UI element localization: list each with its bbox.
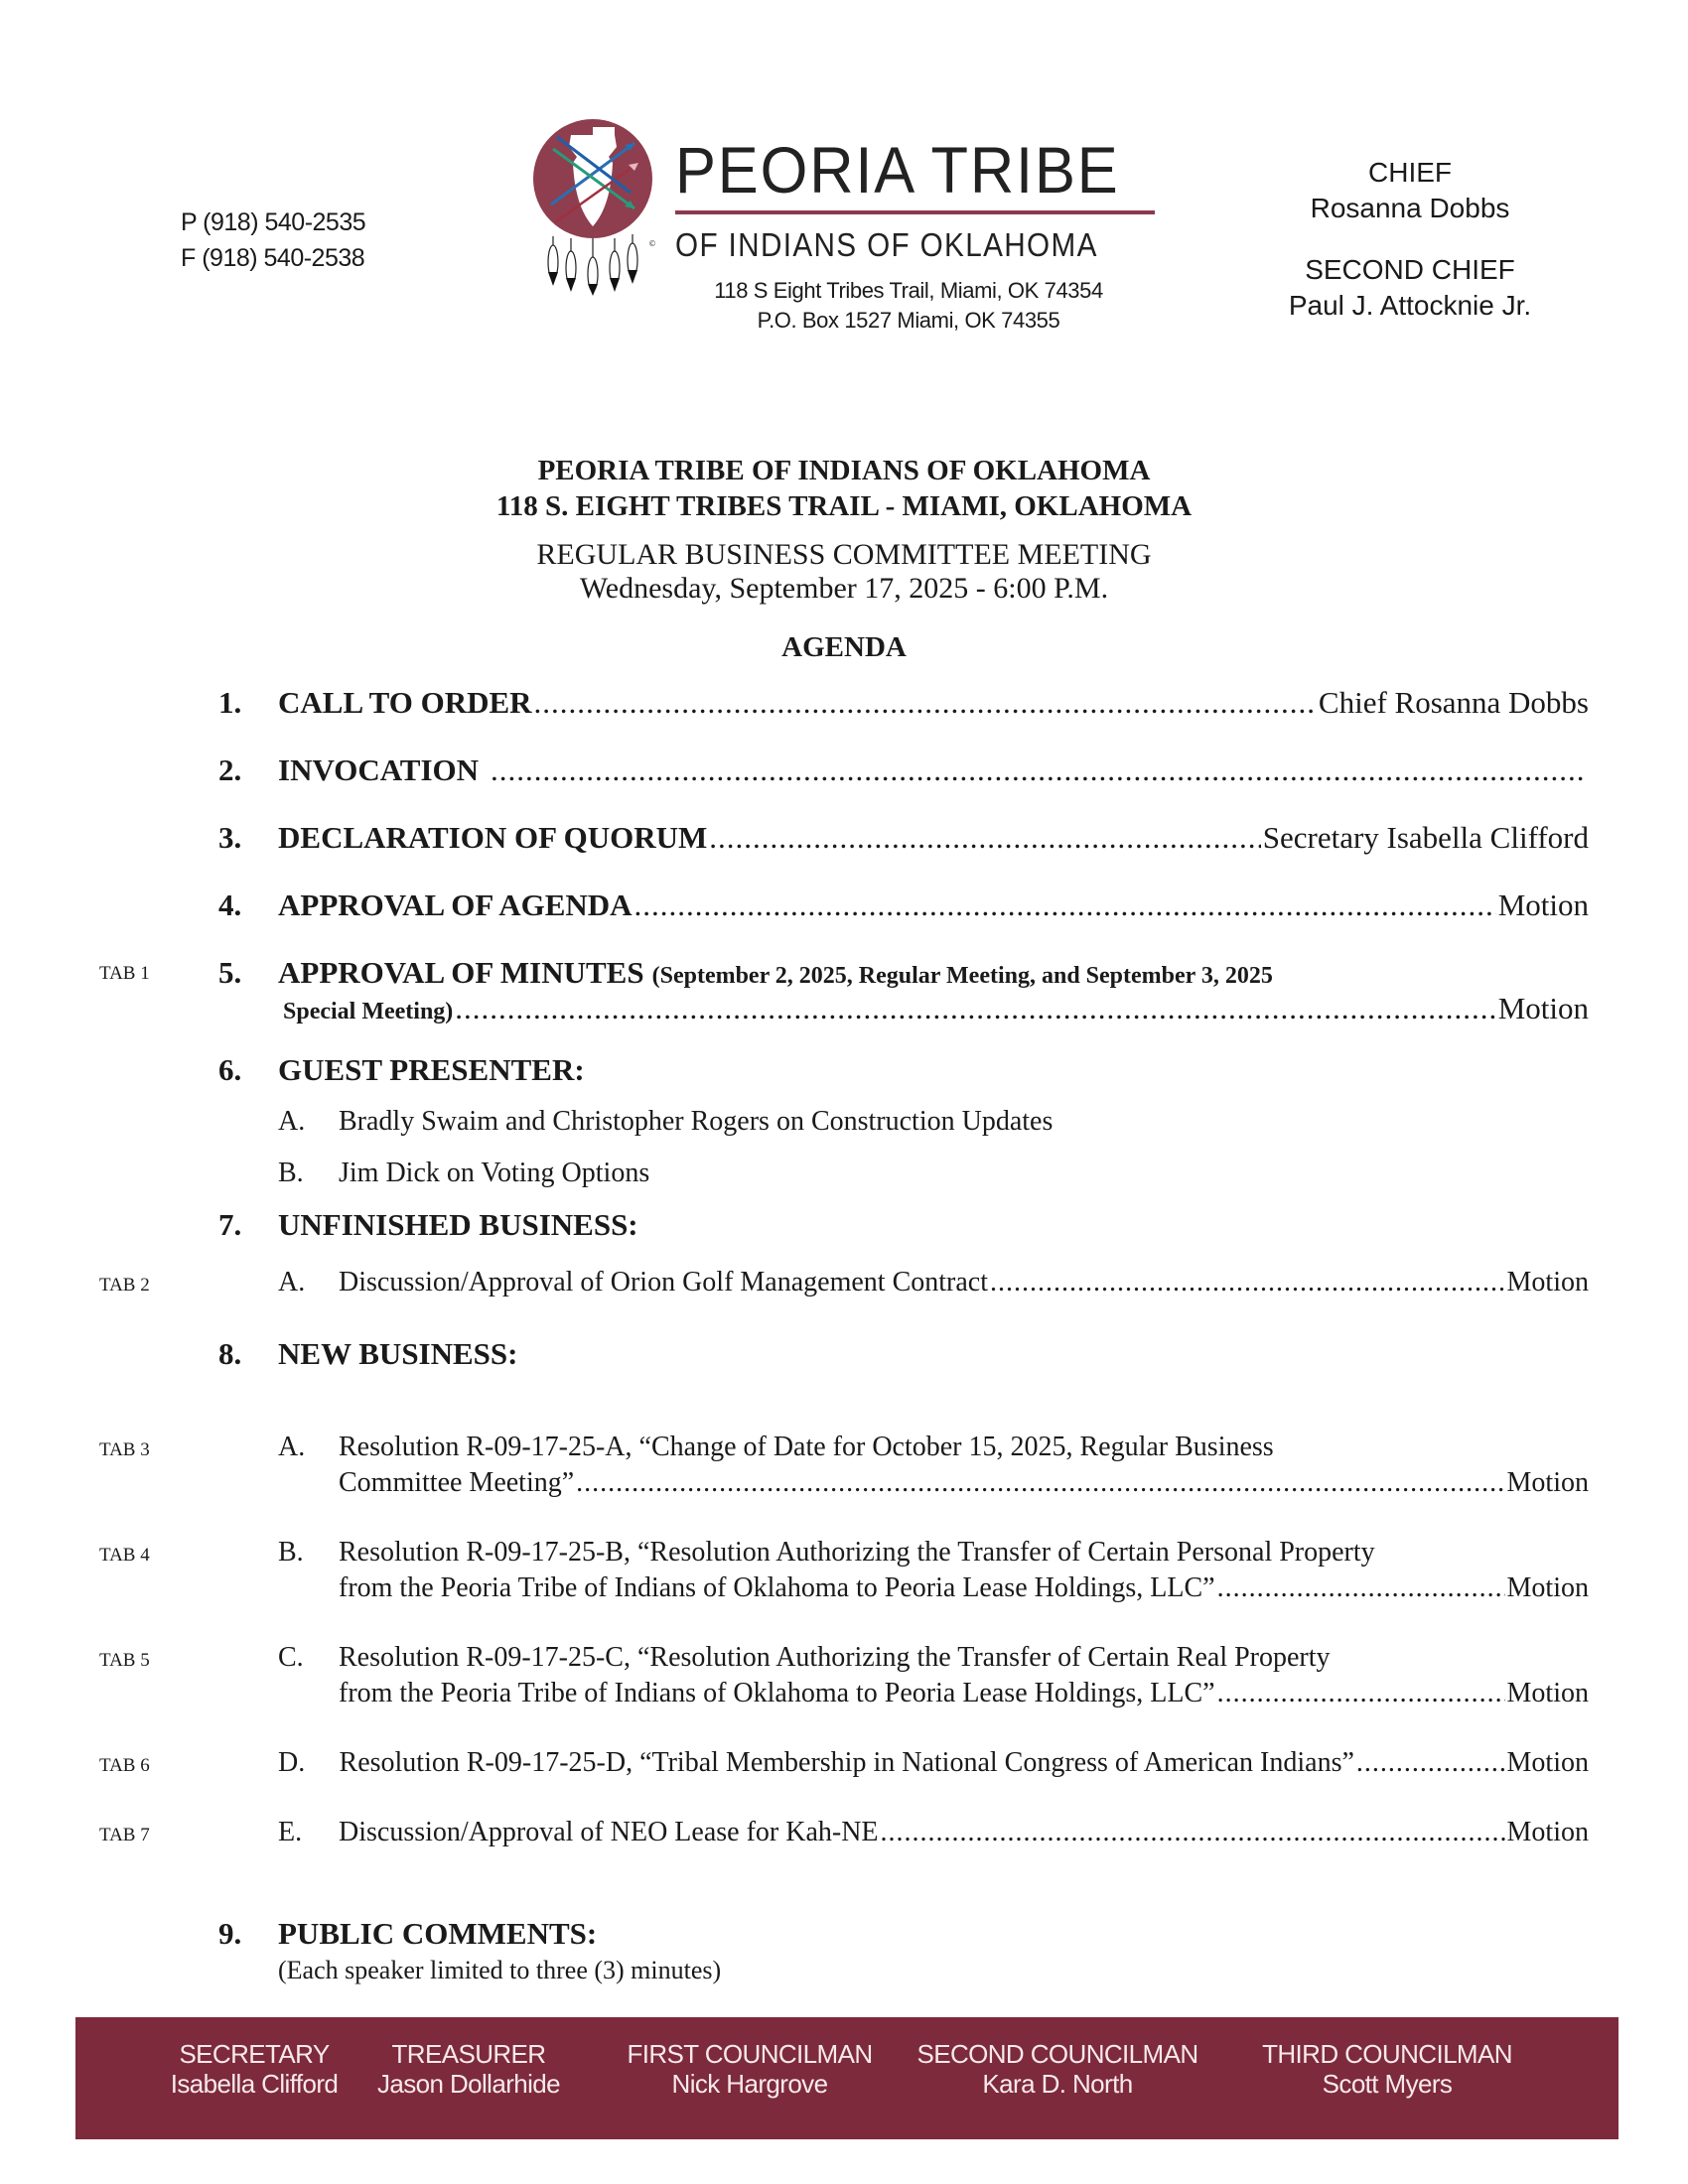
dot-leader [1217,1572,1505,1604]
svg-text:©: © [648,239,656,248]
dot-leader [990,1267,1505,1298]
item-number: 3. [218,820,242,855]
sub-letter: A. [278,1432,306,1462]
item-title: NEW BUSINESS: [278,1336,518,1371]
member-title: FIRST COUNCILMAN [627,2039,873,2069]
tab-label: TAB 6 [99,1755,150,1776]
footer-member-second-councilman [914,2039,1201,2099]
tab-label: TAB 1 [99,963,150,984]
item-responsible: Chief Rosanna Dobbs [1318,685,1589,720]
sub-letter: D. [278,1747,306,1778]
brand-title: PEORIA TRIBE [675,133,1120,206]
sub-text: Jim Dick on Voting Options [339,1158,650,1188]
item-action: Motion [1506,1678,1589,1708]
dot-leader [1356,1747,1505,1779]
dot-leader [881,1817,1505,1848]
item-title: APPROVAL OF MINUTES [278,955,644,990]
brand-subtitle: OF INDIANS OF OKLAHOMA [675,226,1098,263]
item-action: Motion [1506,1747,1589,1778]
member-name: Jason Dollarhide [376,2069,561,2099]
sub-text: Resolution R-09-17-25-B, “Resolution Authorizing the Transfer of Certain Personal Property [339,1537,1375,1568]
footer-member-treasurer [369,2039,568,2099]
item-title: GUEST PRESENTER: [278,1052,585,1087]
dot-leader [534,685,1317,721]
fax-number: F (918) 540-2538 [181,244,365,272]
item-action: Motion [1506,1572,1589,1603]
sub-letter: B. [278,1158,304,1188]
item-title: APPROVAL OF AGENDA [278,887,633,922]
footer-member-third-councilman [1253,2039,1521,2099]
dot-leader [634,887,1496,923]
contact-numbers [181,205,365,276]
second-chief-name: Paul J. Attocknie Jr. [1288,290,1532,321]
meeting-info [0,538,1688,606]
sub-letter: E. [278,1817,303,1847]
agenda-label: AGENDA [781,631,907,663]
sub-text-cont: from the Peoria Tribe of Indians of Oklahoma to Peoria Lease Holdings, LLC” [339,1572,1215,1603]
sub-text-cont: from the Peoria Tribe of Indians of Oklahoma to Peoria Lease Holdings, LLC” [339,1678,1215,1708]
footer-member-first-councilman [626,2039,874,2099]
meeting-title: REGULAR BUSINESS COMMITTEE MEETING [536,538,1152,571]
tab-label: TAB 3 [99,1439,150,1460]
member-title: SECRETARY [179,2039,330,2069]
sub-letter: C. [278,1642,304,1673]
item-number: 2. [218,752,242,787]
org-line: PEORIA TRIBE OF INDIANS OF OKLAHOMA [537,455,1151,486]
tab-label: TAB 7 [99,1825,150,1845]
item-action: Motion [1506,1467,1589,1498]
chief-name: Rosanna Dobbs [1310,193,1510,223]
member-title: SECOND COUNCILMAN [916,2039,1198,2069]
phone-number: P (918) 540-2535 [181,208,366,236]
dot-leader [1217,1678,1505,1709]
item-action: Motion [1497,991,1589,1025]
tab-label: TAB 5 [99,1650,150,1671]
chief-officers [1271,155,1549,324]
member-name: Isabella Clifford [170,2069,339,2099]
sub-letter: B. [278,1537,304,1568]
item-number: 1. [218,685,242,720]
dot-leader [455,991,1495,1026]
sub-text: Discussion/Approval of Orion Golf Management Contract [339,1267,988,1297]
po-box: P.O. Box 1527 Miami, OK 74355 [757,308,1060,333]
sub-text: Discussion/Approval of NEO Lease for Kah-NE [339,1817,879,1847]
sub-text-cont: Committee Meeting” [339,1467,575,1498]
member-title: TREASURER [391,2039,546,2069]
sub-letter: A. [278,1267,306,1297]
member-name: Scott Myers [1322,2069,1453,2099]
member-title: THIRD COUNCILMAN [1262,2039,1512,2069]
item-number: 8. [218,1336,242,1371]
item-number: 5. [218,955,242,990]
item-action: Motion [1506,1267,1589,1297]
item-title: DECLARATION OF QUORUM [278,820,708,855]
item-number: 4. [218,887,242,922]
meeting-datetime: Wednesday, September 17, 2025 - 6:00 P.M. [579,572,1109,605]
tribe-logo-icon [531,107,660,296]
item-action: Motion [1506,1817,1589,1847]
item-number: 7. [218,1207,242,1242]
dot-leader [491,752,1587,788]
footer-member-secretary [155,2039,353,2099]
member-name: Nick Hargrove [671,2069,828,2099]
dot-leader [576,1467,1504,1499]
item-title: PUBLIC COMMENTS: [278,1916,598,1951]
sub-text: Resolution R-09-17-25-A, “Change of Date for October 15, 2025, Regular Business [339,1432,1274,1462]
second-chief-title: SECOND CHIEF [1305,254,1515,285]
brand-block [675,133,1157,264]
item-detail-cont: Special Meeting) [283,999,454,1024]
item-number: 9. [218,1916,242,1951]
item-title: CALL TO ORDER [278,685,532,720]
tab-label: TAB 4 [99,1545,150,1566]
address-line: 118 S. EIGHT TRIBES TRAIL - MIAMI, OKLAHOMA [495,490,1193,522]
sub-text: Resolution R-09-17-25-D, “Tribal Membership in National Congress of American Indians” [339,1747,1354,1778]
document-heading [0,453,1688,524]
item-action: Motion [1497,887,1589,922]
street-address: 118 S Eight Tribes Trail, Miami, OK 74354 [714,278,1103,303]
tab-label: TAB 2 [99,1275,150,1296]
chief-title: CHIEF [1368,157,1452,188]
dot-leader [709,820,1260,856]
council-footer [75,2017,1618,2139]
sub-text: Bradly Swaim and Christopher Rogers on Construction Updates [339,1106,1054,1137]
brand-divider [675,210,1155,214]
item-number: 6. [218,1052,242,1087]
sub-letter: A. [278,1106,306,1137]
item-responsible: Secretary Isabella Clifford [1262,820,1589,855]
sub-text: Resolution R-09-17-25-C, “Resolution Authorizing the Transfer of Certain Real Property [339,1642,1331,1673]
item-title: UNFINISHED BUSINESS: [278,1207,638,1242]
member-name: Kara D. North [982,2069,1133,2099]
item-title: INVOCATION [278,752,480,787]
item-note: (Each speaker limited to three (3) minutes) [278,1956,722,1984]
item-detail: (September 2, 2025, Regular Meeting, and September 3, 2025 [651,963,1273,989]
mailing-address [675,276,1142,336]
